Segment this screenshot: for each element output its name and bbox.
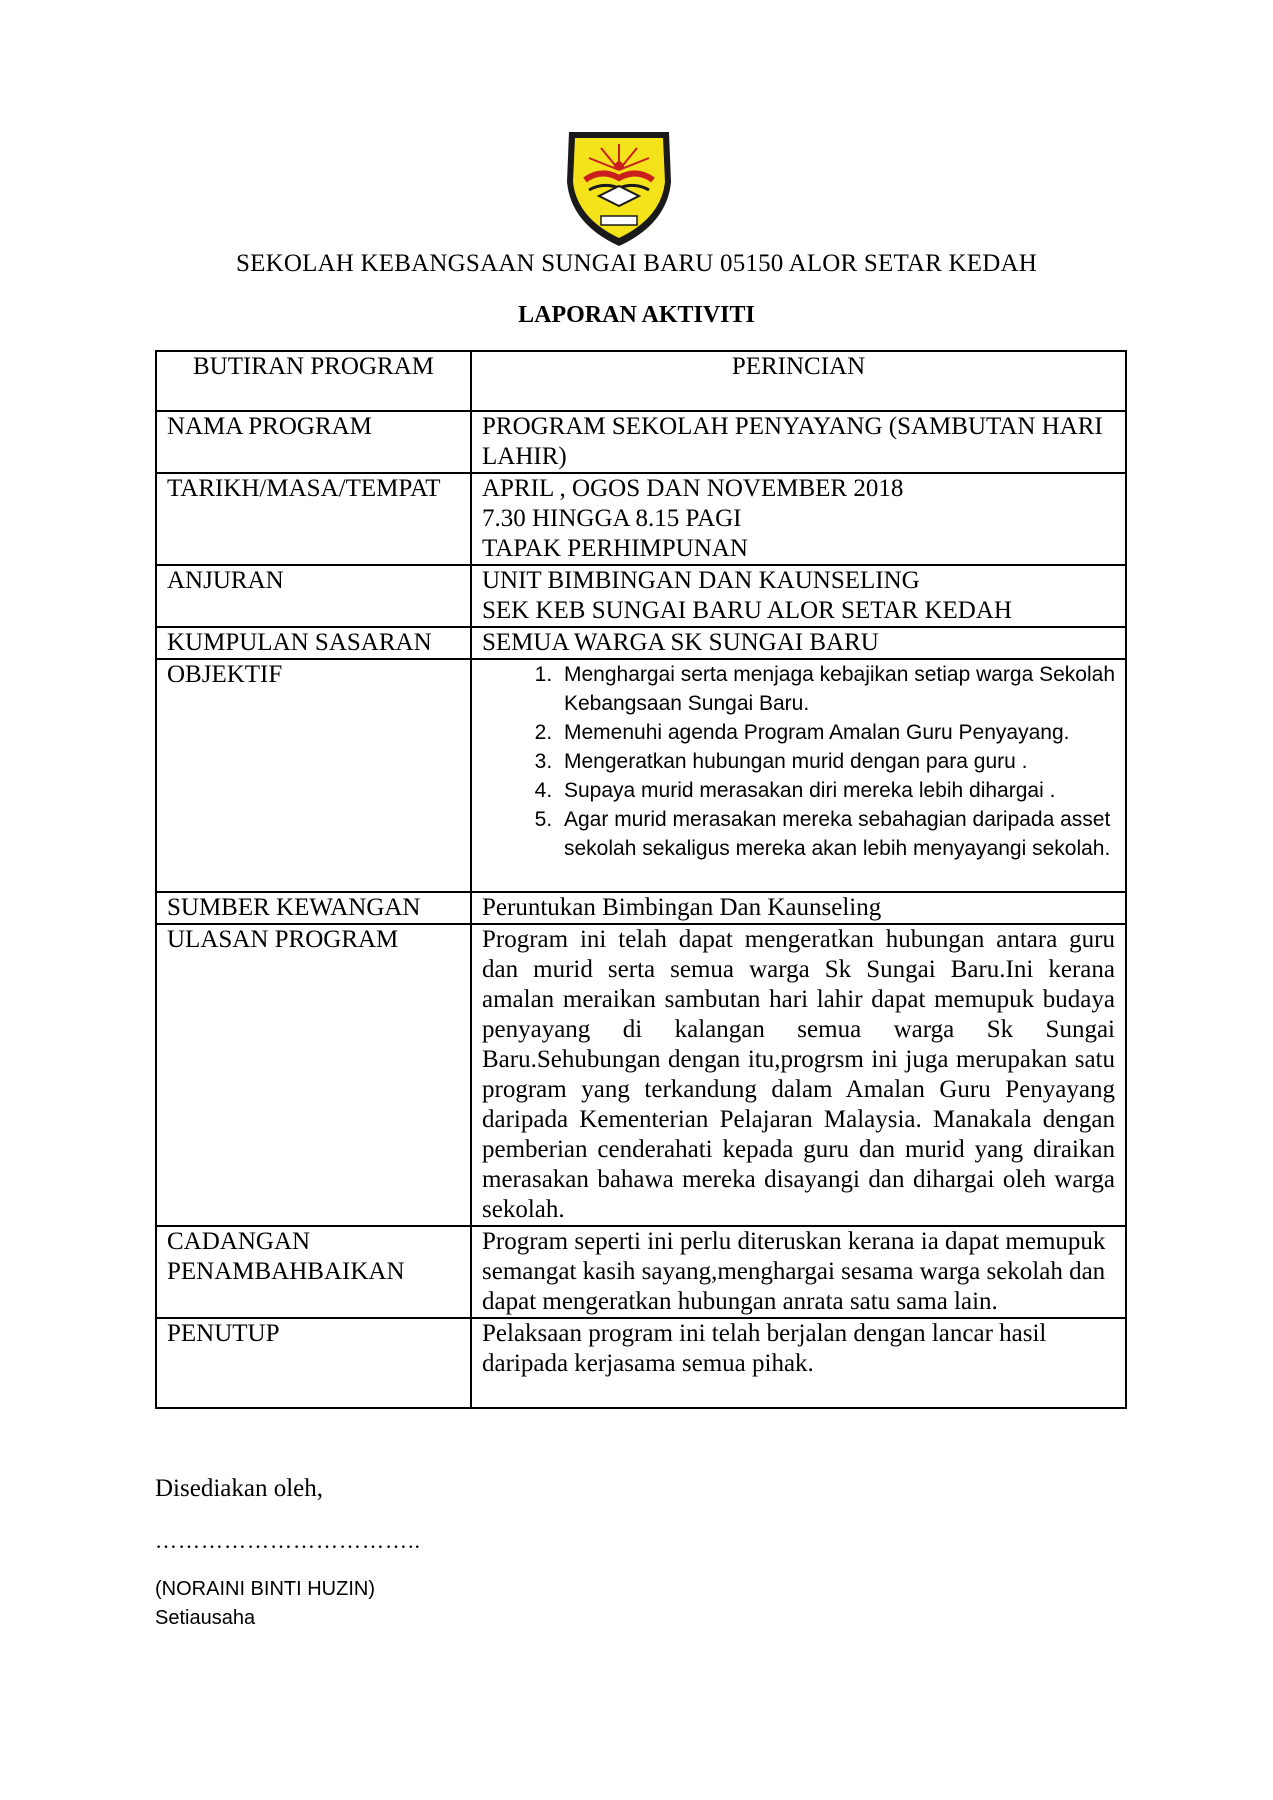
objective-item: 4. Supaya murid merasakan diri mereka lebih dihargai .: [558, 776, 1115, 805]
row-program-review: [156, 924, 1126, 1226]
value-organizer-school: SEK KEB SUNGAI BARU ALOR SETAR KEDAH: [482, 597, 1012, 624]
value-date: APRIL , OGOS DAN NOVEMBER 2018: [482, 475, 904, 502]
objectives-list: [482, 660, 1115, 863]
label-funding-source: SUMBER KEWANGAN: [156, 892, 471, 924]
value-objectives: [471, 659, 1126, 892]
report-table: [155, 350, 1127, 1409]
value-organizer: [471, 565, 1126, 627]
table-header-row: [156, 351, 1126, 411]
value-funding-source: Peruntukan Bimbingan Dan Kaunseling: [471, 892, 1126, 924]
school-crest-logo: [559, 124, 679, 250]
preparer-name: (NORAINI BINTI HUZIN): [155, 1578, 375, 1600]
label-date-time-venue: TARIKH/MASA/TEMPAT: [156, 473, 471, 565]
label-objectives: OBJEKTIF: [156, 659, 471, 892]
label-target-group: KUMPULAN SASARAN: [156, 627, 471, 659]
row-program-name: [156, 411, 1126, 473]
value-program-review: Program ini telah dapat mengeratkan hubungan antara guru dan murid serta semua warga Sk Sungai Baru.Ini kerana amalan meraikan sambutan hari lahir dapat memupuk budaya penyayang di kalangan semua warga Sk Sungai Baru.Sehubungan dengan itu,progrsm ini juga merupakan satu program yang terkandung dalam Amalan Guru Penyayang daripada Kementerian Pelajaran Malaysia. Manakala dengan pemberian cenderahati kepada guru dan murid yang diraikan merasakan bahawa mereka disayangi dan dihargai oleh warga sekolah.: [471, 924, 1126, 1226]
column-header-details: BUTIRAN PROGRAM: [156, 351, 471, 411]
label-closing: PENUTUP: [156, 1318, 471, 1408]
value-date-time-venue: [471, 473, 1126, 565]
label-program-name: NAMA PROGRAM: [156, 411, 471, 473]
preparer-position: Setiausaha: [155, 1607, 256, 1629]
value-closing: Pelaksaan program ini telah berjalan dengan lancar hasil daripada kerjasama semua pihak.: [471, 1318, 1126, 1408]
label-program-review: ULASAN PROGRAM: [156, 924, 471, 1226]
row-target-group: [156, 627, 1126, 659]
value-program-name: PROGRAM SEKOLAH PENYAYANG (SAMBUTAN HARI LAHIR): [471, 411, 1126, 473]
row-improvement-suggestions: [156, 1226, 1126, 1318]
objective-item: 3. Mengeratkan hubungan murid dengan para guru .: [558, 747, 1115, 776]
row-organizer: [156, 565, 1126, 627]
value-organizer-unit: UNIT BIMBINGAN DAN KAUNSELING: [482, 567, 920, 594]
label-organizer: ANJURAN: [156, 565, 471, 627]
row-funding-source: [156, 892, 1126, 924]
row-closing: [156, 1318, 1126, 1408]
objective-item: 5. Agar murid merasakan mereka sebahagian daripada asset sekolah sekaligus mereka akan lebih menyayangi sekolah.: [558, 805, 1115, 863]
objective-item: 2. Memenuhi agenda Program Amalan Guru Penyayang.: [558, 718, 1115, 747]
report-title: LAPORAN AKTIVITI: [518, 302, 755, 328]
row-date-time-venue: [156, 473, 1126, 565]
column-header-particulars: PERINCIAN: [471, 351, 1126, 411]
prepared-by: Disediakan oleh,: [155, 1475, 324, 1502]
row-objectives: [156, 659, 1126, 892]
value-venue: TAPAK PERHIMPUNAN: [482, 535, 748, 562]
school-name: SEKOLAH KEBANGSAAN SUNGAI BARU 05150 ALOR SETAR KEDAH: [236, 250, 1037, 277]
label-suggestions-line1: CADANGAN: [167, 1228, 311, 1255]
label-improvement-suggestions: [156, 1226, 471, 1318]
value-improvement-suggestions: Program seperti ini perlu diteruskan kerana ia dapat memupuk semangat kasih sayang,menghargai sesama warga sekolah dan dapat mengeratkan hubungan anrata satu sama lain.: [471, 1226, 1126, 1318]
value-target-group: SEMUA WARGA SK SUNGAI BARU: [471, 627, 1126, 659]
signature-line: ……………………………..: [155, 1528, 421, 1553]
objective-item: 1. Menghargai serta menjaga kebajikan setiap warga Sekolah Kebangsaan Sungai Baru.: [558, 660, 1115, 718]
value-time: 7.30 HINGGA 8.15 PAGI: [482, 505, 742, 532]
label-suggestions-line2: PENAMBAHBAIKAN: [167, 1258, 405, 1285]
